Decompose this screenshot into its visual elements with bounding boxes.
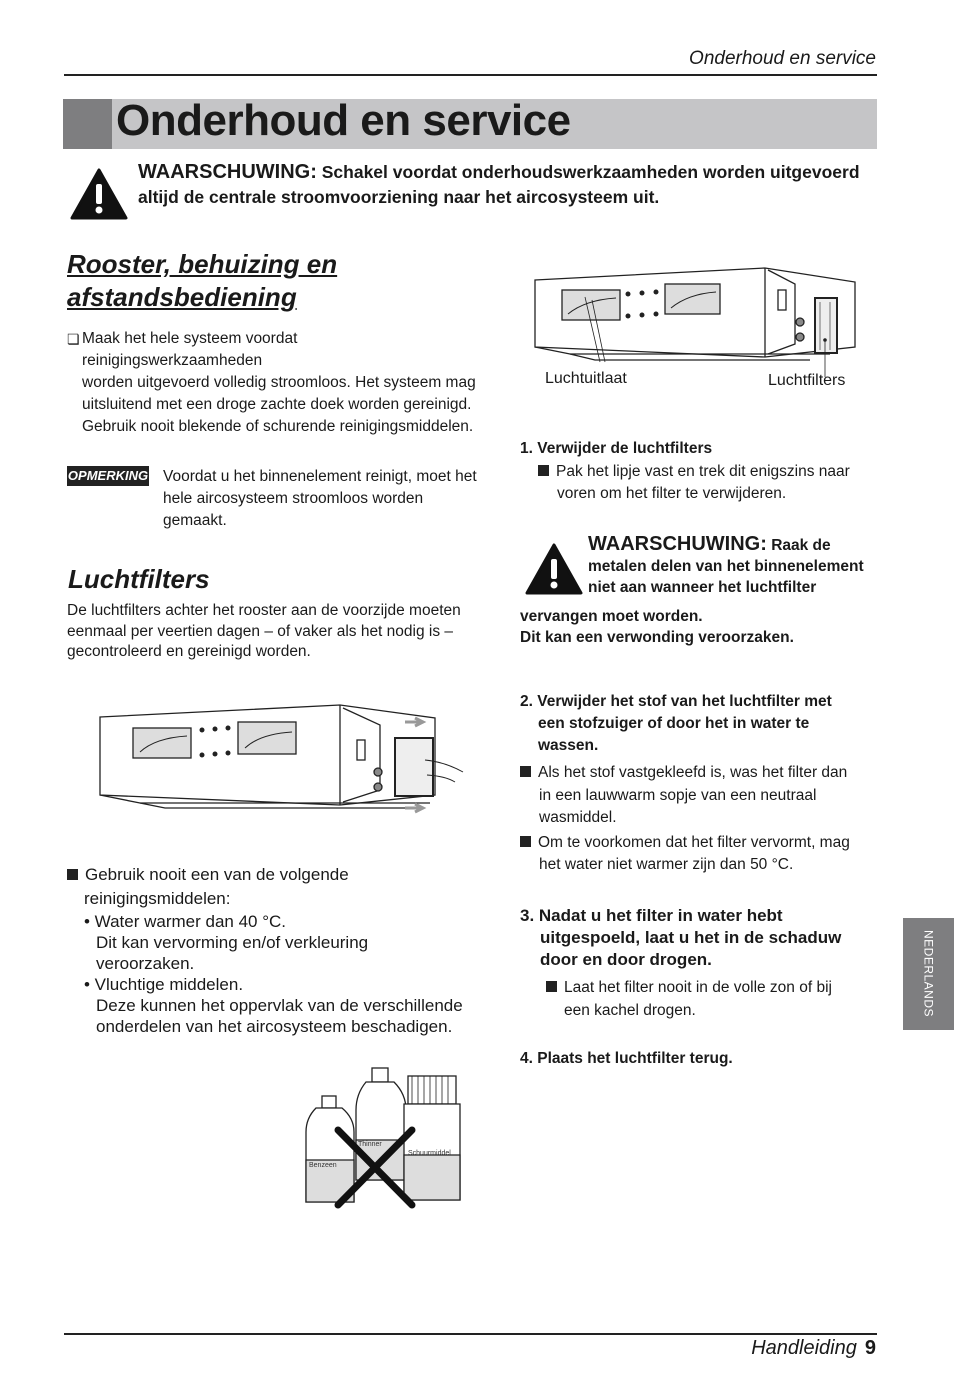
label-air-filters: Luchtfilters [768, 372, 846, 389]
text-line: het water niet warmer zijn dan 50 °C. [539, 856, 794, 873]
square-bullet-icon [520, 766, 531, 777]
text-line: Laat het filter nooit in de volle zon of bij [564, 979, 832, 996]
text-line: Gebruik nooit een van de volgende [85, 865, 349, 884]
text-line: 3. Nadat u het filter in water hebt [520, 906, 783, 925]
bottle-label: Thinner [358, 1141, 382, 1148]
step-2-bullets [520, 762, 870, 877]
warning-icon [70, 167, 128, 221]
note-text [163, 466, 503, 532]
checkbox-bullet-icon: ❏ [67, 331, 80, 347]
language-tab-label: NEDERLANDS [921, 930, 936, 1018]
text-line: Gebruik nooit blekende of schurende reinigingsmiddelen. [82, 418, 474, 435]
warning-label: WAARSCHUWING: [138, 161, 317, 183]
step-1-bullet [538, 461, 878, 505]
text-line: wassen. [538, 737, 599, 754]
text-line: voren om het filter te verwijderen. [557, 485, 787, 502]
text-line: De luchtfilters achter het rooster aan de voorzijde moeten [67, 602, 461, 619]
text-line: Dit kan een verwonding veroorzaken. [520, 629, 794, 646]
text-line: Als het stof vastgekleefd is, was het filter dan [538, 764, 848, 781]
square-bullet-icon [538, 465, 549, 476]
text-line: Pak het lipje vast en trek dit enigszins naar [556, 463, 850, 480]
top-warning [138, 160, 868, 210]
step-3-title [520, 905, 841, 971]
note-badge: OPMERKING [67, 466, 149, 486]
unit-overview-diagram [530, 262, 865, 397]
text-line: Deze kunnen het oppervlak van de verschillende [96, 996, 463, 1015]
text-line: Voordat u het binnenelement reinigt, moet het [163, 468, 477, 485]
text-line: 2. Verwijder het stof van het luchtfilter met [520, 693, 832, 710]
text-line: door en door drogen. [540, 950, 712, 969]
heading-line: Rooster, behuizing en [67, 249, 338, 279]
footer-rule [64, 1333, 877, 1335]
text-line: gecontroleerd en gereinigd worden. [67, 643, 311, 660]
warning-2-tail [520, 606, 794, 648]
text-line: veroorzaken. [96, 954, 195, 973]
footer [751, 1337, 876, 1360]
square-bullet-icon [520, 836, 531, 847]
section-heading-grille [67, 248, 337, 314]
bottle-label: Schuurmiddel [408, 1150, 451, 1157]
text-line: uitsluitend met een droge zachte doek worden gereinigd. [82, 396, 472, 413]
footer-label: Handleiding [751, 1337, 857, 1359]
title-bar-block [63, 99, 112, 149]
warning-icon [525, 542, 583, 596]
text-line: wasmiddel. [539, 809, 617, 826]
text-line: een stofzuiger of door het in water te [538, 715, 810, 732]
step-4-title: 4. Plaats het luchtfilter terug. [520, 1050, 733, 1067]
text-line: Raak de [771, 537, 831, 554]
step-2-title [520, 691, 832, 757]
page-title: Onderhoud en service [116, 96, 571, 145]
text-line: reinigingswerkzaamheden [82, 352, 263, 369]
text-line: onderdelen van het aircosysteem beschadigen. [96, 1017, 453, 1036]
text-line: worden uitgevoerd volledig stroomloos. Het systeem mag [82, 374, 476, 391]
step-3-bullet [546, 976, 876, 1022]
warning-text: Schakel voordat onderhoudswerkzaamheden worden uitgevoerd altijd de centrale stroomvoorziening naar het aircosysteem uit. [138, 162, 860, 207]
square-bullet-icon [67, 869, 78, 880]
page-number: 9 [864, 1337, 876, 1359]
text-line: uitgespoeld, laat u het in de schaduw [540, 928, 842, 947]
cleaning-agents-list [67, 864, 507, 1037]
text-line: gemaakt. [163, 512, 227, 529]
text-line: hele aircosysteem stroomloos worden [163, 490, 424, 507]
list-item: • Water warmer dan 40 °C. [84, 912, 287, 931]
step-1-title: 1. Verwijder de luchtfilters [520, 440, 713, 457]
filters-paragraph [67, 601, 507, 663]
text-line: in een lauwwarm sopje van een neutraal [539, 786, 817, 804]
running-header: Onderhoud en service [689, 48, 876, 69]
text-line: vervangen moet worden. [520, 608, 703, 625]
text-line: een kachel drogen. [564, 1002, 696, 1019]
section-heading-filters: Luchtfilters [68, 564, 210, 594]
label-air-outlet: Luchtuitlaat [545, 370, 627, 387]
list-item: • Vluchtige middelen. [84, 975, 244, 994]
warning-2-head [588, 534, 864, 598]
warning-label: WAARSCHUWING: [588, 533, 767, 555]
prohibited-solvents-illustration [300, 1060, 465, 1210]
unit-filter-removal-diagram [95, 700, 470, 825]
text-line: reinigingsmiddelen: [84, 889, 231, 908]
square-bullet-icon [546, 981, 557, 992]
text-line: Maak het hele systeem voordat [82, 330, 298, 347]
text-line: metalen delen van het binnenelement [588, 558, 864, 575]
text-line: eenmaal per veertien dagen – of vaker als het nodig is – [67, 622, 454, 640]
heading-line: afstandsbediening [67, 282, 297, 312]
grille-instructions [67, 328, 507, 438]
header-rule [64, 74, 877, 76]
text-line: Dit kan vervorming en/of verkleuring [96, 933, 369, 952]
text-line: niet aan wanneer het luchtfilter [588, 579, 817, 596]
text-line: Om te voorkomen dat het filter vervormt, mag [538, 833, 850, 851]
bottle-label: Benzeen [309, 1162, 337, 1169]
